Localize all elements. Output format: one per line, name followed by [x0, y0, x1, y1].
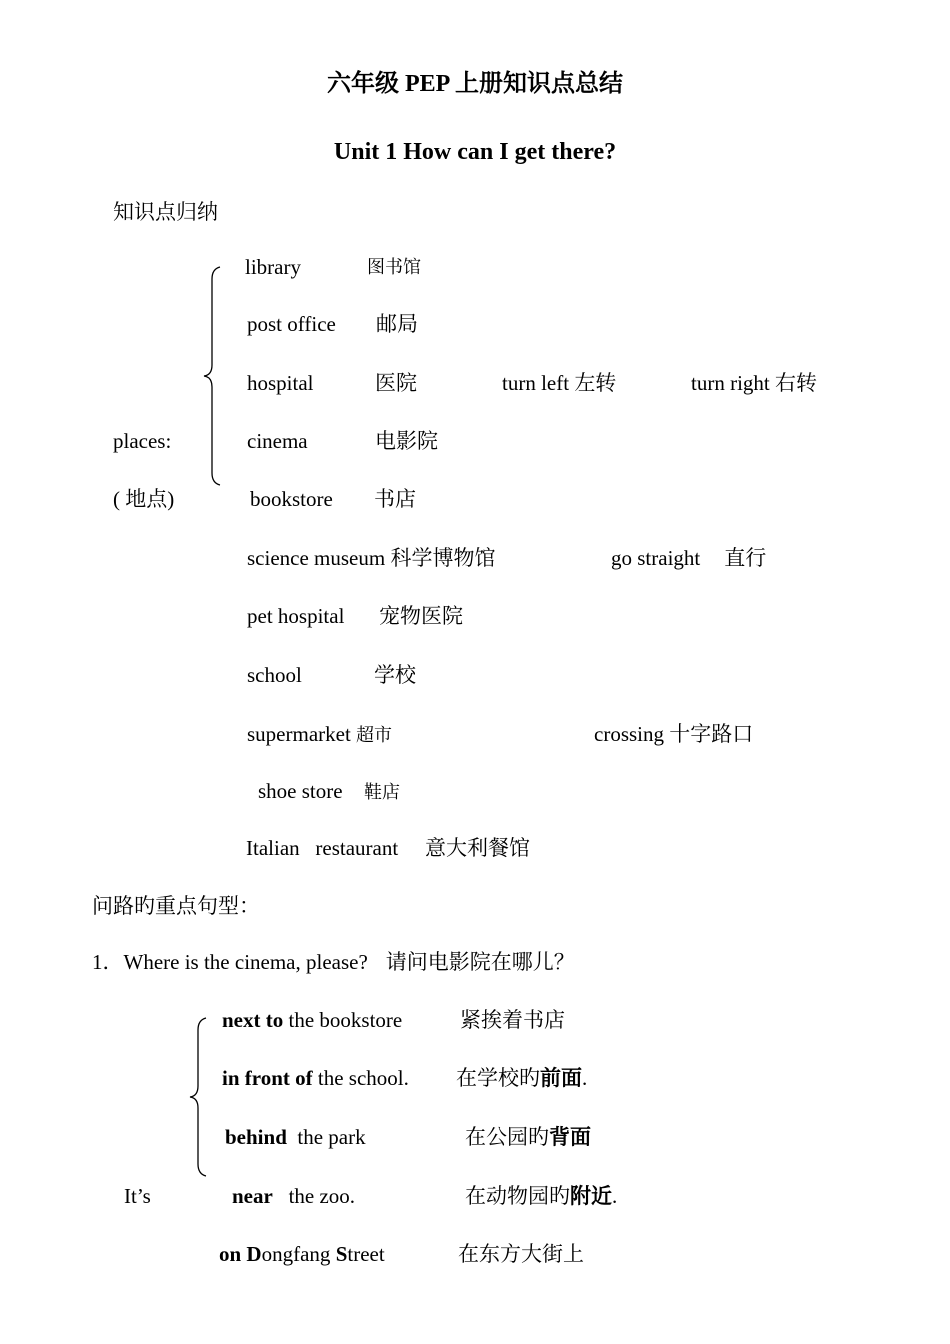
pattern-heading: 问路旳重点句型： [92, 894, 260, 918]
position-on-street: on Dongfang Street [219, 1242, 385, 1266]
its-label: It’s [124, 1184, 151, 1208]
position-next-to-cn: 紧挨着书店 [460, 1008, 565, 1032]
vocab-cn-library: 图书馆 [367, 257, 421, 277]
position-on-street-cn: 在东方大街上 [458, 1242, 584, 1266]
vocab-cn-italian-restaurant: 意大利餐馆 [425, 836, 530, 860]
vocab-cn-school: 学校 [374, 663, 416, 687]
vocab-en-hospital: hospital [247, 371, 314, 395]
unit-title: Unit 1 How can I get there? [333, 139, 617, 165]
vocab-supermarket: supermarket 超市 [247, 722, 393, 746]
vocab-en-shoe-store: shoe store [258, 779, 343, 803]
positions-brace [186, 1016, 210, 1178]
vocab-en-pet-hospital: pet hospital [247, 604, 345, 628]
position-in-front-of-cn: 在学校旳前面. [456, 1066, 588, 1090]
question-line: 1．Where is the cinema, please? 请问电影院在哪儿？ [92, 950, 575, 974]
vocab-en-library: library [245, 255, 301, 279]
vocab-en-post-office: post office [247, 312, 336, 336]
direction-turn-left: turn left 左转 [502, 371, 617, 395]
position-in-front-of: in front of the school. [222, 1066, 409, 1090]
position-behind: behind the park [225, 1125, 366, 1149]
position-behind-cn: 在公园旳背面 [465, 1125, 591, 1149]
direction-crossing: crossing 十字路口 [594, 722, 754, 746]
section-label: 知识点归纳 [113, 200, 218, 224]
vocab-cn-pet-hospital: 宠物医院 [379, 604, 463, 628]
vocab-en-cinema: cinema [247, 429, 308, 453]
vocab-cn-cinema: 电影院 [375, 429, 438, 453]
vocab-en-bookstore: bookstore [250, 487, 333, 511]
places-label-cn: ( 地点) [113, 487, 175, 511]
vocab-cn-hospital: 医院 [375, 371, 417, 395]
vocab-cn-shoe-store: 鞋店 [364, 782, 400, 802]
vocab-en-italian-restaurant: Italian restaurant [246, 836, 399, 860]
direction-go-straight: go straight 直行 [611, 546, 767, 570]
position-near: near the zoo. [232, 1184, 356, 1208]
position-next-to: next to the bookstore [222, 1008, 403, 1032]
vocab-cn-bookstore: 书店 [374, 487, 416, 511]
position-near-cn: 在动物园旳附近. [465, 1184, 618, 1208]
places-label: places: [113, 429, 172, 453]
places-brace [200, 265, 224, 487]
direction-turn-right: turn right 右转 [691, 371, 817, 395]
vocab-science-museum: science museum 科学博物馆 [247, 546, 496, 570]
vocab-cn-post-office: 邮局 [376, 312, 418, 336]
vocab-en-school: school [247, 663, 302, 687]
page-title: 六年级 PEP 上册知识点总结 [326, 71, 623, 97]
